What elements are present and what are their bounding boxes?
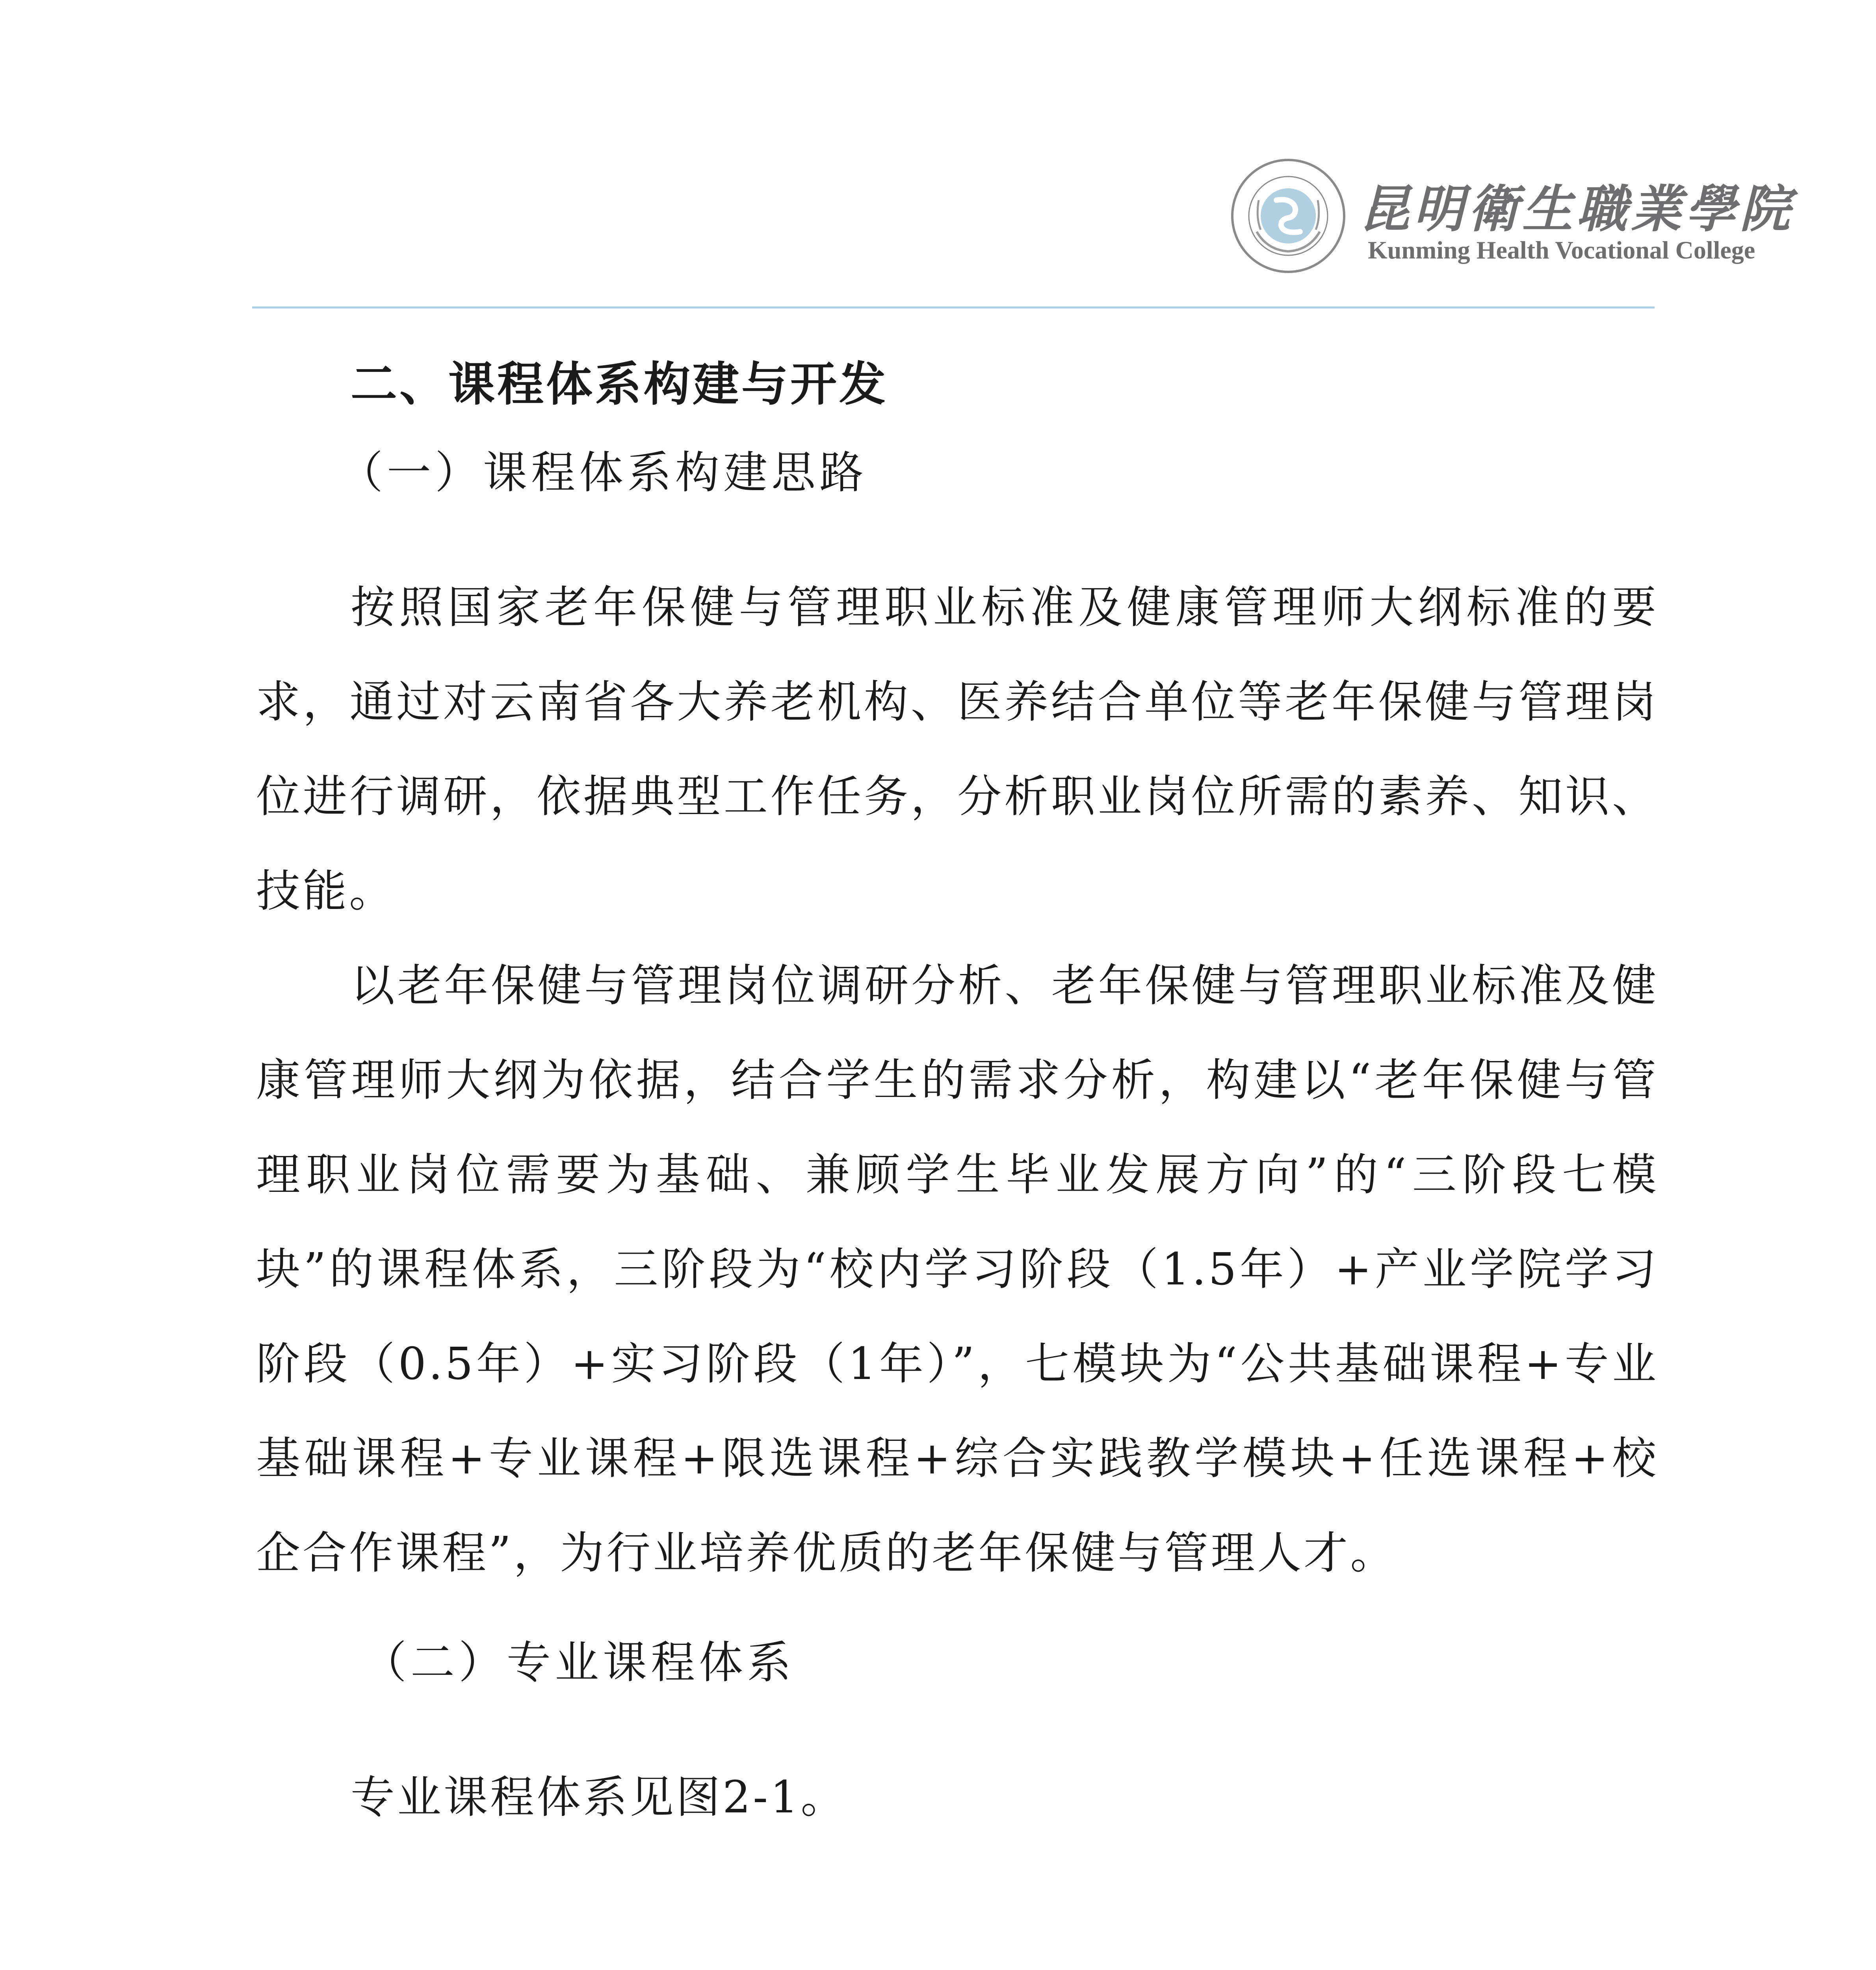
header-divider bbox=[252, 307, 1655, 309]
subsection-title-2: （二）专业课程体系 bbox=[362, 1637, 795, 1688]
paragraph-1: 按照国家老年保健与管理职业标准及健康管理师大纲标准的要求，通过对云南省各大养老机构、医养结合单位等老年保健与管理岗位进行调研，依据典型工作任务，分析职业岗位所需的素养、知识、技能。 bbox=[256, 582, 1659, 917]
paragraph-2: 以老年保健与管理岗位调研分析、老年保健与管理职业标准及健康管理师大纲为依据，结合学生的需求分析，构建以“老年保健与管理职业岗位需要为基础、兼顾学生毕业发展方向”的“三阶段七模块”的课程体系，三阶段为“校内学习阶段（1.5年）+产业学院学习阶段（0.5年）+实习阶段（1年）”，七模块为“公共基础课程+专业基础课程+专业课程+限选课程+综合实践教学模块+任选课程+校企合作课程”，为行业培养优质的老年保健与管理人才。 bbox=[256, 960, 1659, 1579]
college-seal-logo-icon bbox=[1229, 157, 1347, 275]
section-title: 二、课程体系构建与开发 bbox=[351, 357, 888, 411]
subsection-title-1: （一）课程体系构建思路 bbox=[339, 447, 867, 498]
paragraph-3: 专业课程体系见图2-1。 bbox=[351, 1772, 847, 1823]
college-name-chinese: 昆明衛生職業學院 bbox=[1359, 180, 1794, 239]
page-header bbox=[1229, 150, 1794, 280]
college-name-english: Kunming Health Vocational College bbox=[1368, 236, 1755, 264]
